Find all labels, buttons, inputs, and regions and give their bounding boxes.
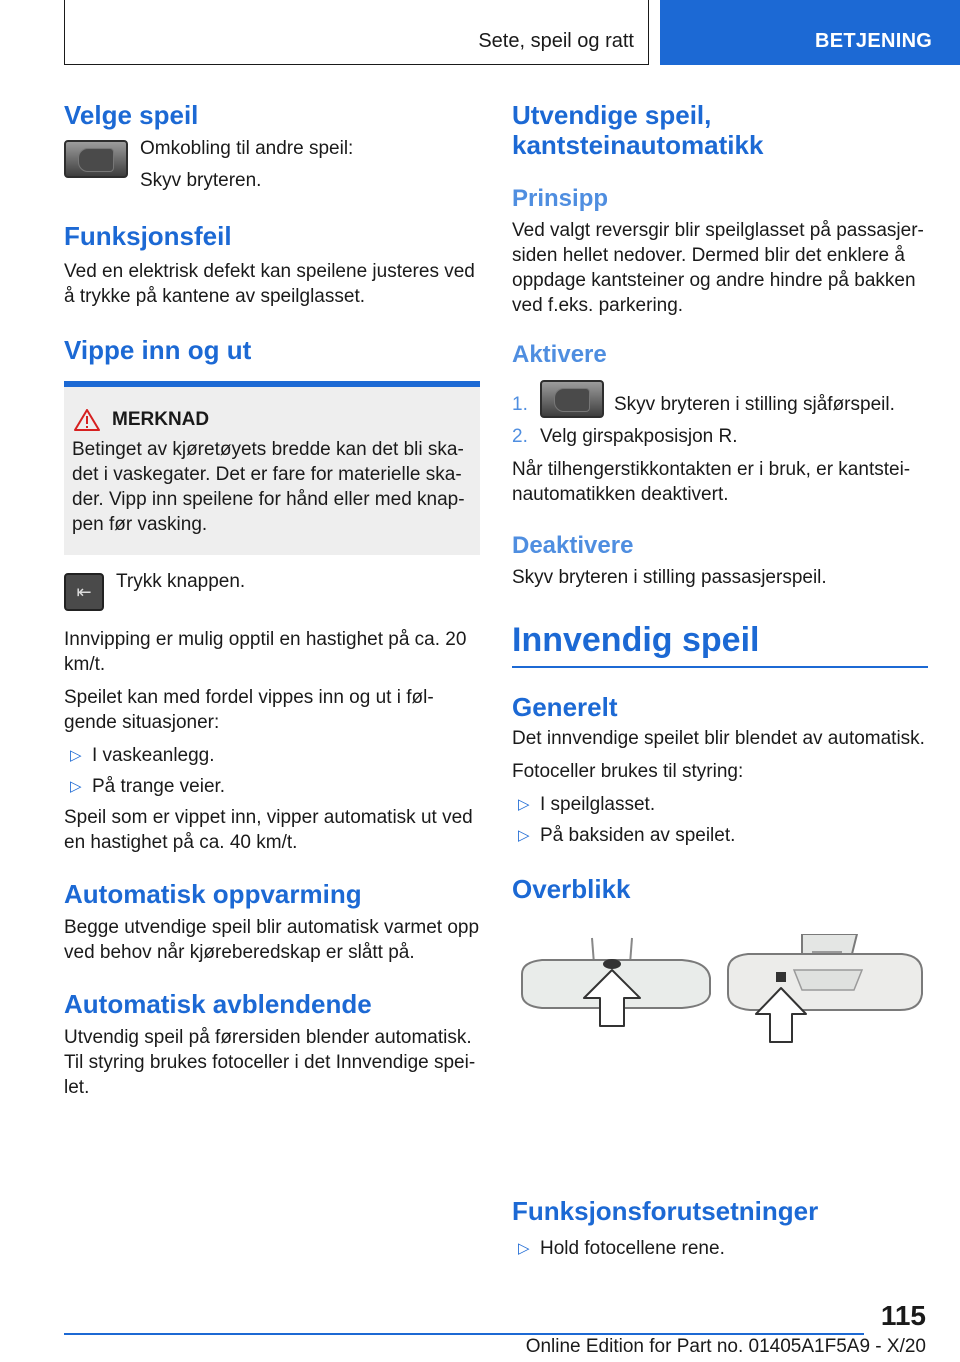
list-item	[512, 1236, 928, 1261]
triangle-bullet-icon: ▷	[518, 795, 530, 813]
mirror-switch-icon	[540, 380, 604, 418]
bullet-text: I speilglasset.	[540, 793, 656, 815]
page-number: 115	[880, 1300, 926, 1331]
right-column	[512, 100, 928, 1261]
triangle-bullet-icon: ▷	[518, 826, 530, 844]
warning-icon	[74, 409, 100, 431]
header-chapter-title: BETJENING	[815, 30, 933, 52]
naar-text: Når tilhengerstikkontakten er i bruk, er kantsteinautomatikken deaktivert.	[512, 459, 911, 505]
fold-mirror-button-icon: ⇤	[64, 573, 104, 611]
mirror-switch-icon	[64, 140, 128, 178]
list-item	[512, 823, 928, 848]
bullet-text: På baksiden av speilet.	[540, 824, 736, 846]
velge-line-1: Omkobling til andre speil:	[140, 138, 354, 159]
triangle-bullet-icon: ▷	[518, 1239, 530, 1257]
header-section-box	[64, 0, 649, 65]
funksjonsforutsetninger-heading: Funksjonsforutsetninger	[512, 1195, 819, 1226]
step-number: 2.	[512, 426, 528, 447]
header-section-title: Sete, speil og ratt	[478, 30, 634, 52]
interior-mirror-image	[512, 934, 928, 1104]
generelt-heading: Generelt	[512, 691, 618, 722]
step-text: Velg girspakposisjon R.	[540, 426, 738, 447]
note-box	[64, 381, 480, 555]
heading-rule	[512, 666, 928, 668]
bullet-text: På trange veier.	[92, 776, 226, 797]
triangle-bullet-icon: ▷	[70, 778, 82, 795]
prinsipp-text: Ved valgt reversgir blir speilglasset på passasjersiden hellet nedover. Dermed blir det enklere å oppdage kantsteiner og andre hindre på bakken ved f.eks. parkering.	[512, 220, 924, 316]
utvendige-heading: Utvendige speil, kantsteinautomatikk	[512, 100, 764, 160]
list-item	[64, 774, 480, 799]
bullet-text: Hold fotocellene rene.	[540, 1237, 725, 1259]
oppvarming-text: Begge utvendige speil blir automatisk varmet opp ved behov når kjøreberedskap er slått på.	[64, 917, 480, 963]
innvipping-text: Innvipping er mulig opptil en hastighet på ca. 20 km/t.	[64, 629, 467, 675]
avblendende-text: Utvendig speil på førersiden blender automatisk. Til styring brukes fotoceller i det Innvendige speilet.	[64, 1027, 476, 1098]
generelt-text: Det innvendige speilet blir blendet av automatisk.	[512, 727, 925, 749]
funksjonsfeil-text: Ved en elektrisk defekt kan speilene justeres ved å trykke på kantene av speilglasset.	[64, 261, 475, 307]
funksjonsfeil-heading: Funksjonsfeil	[64, 221, 232, 251]
mirror-illustration	[512, 934, 928, 1104]
prinsipp-heading: Prinsipp	[512, 185, 609, 212]
footer-rule	[64, 1333, 864, 1335]
list-item	[512, 424, 928, 449]
bullet-text: I vaskeanlegg.	[92, 745, 215, 766]
vippe-heading: Vippe inn og ut	[64, 335, 252, 365]
list-item	[512, 380, 928, 418]
fotoceller-text: Fotoceller brukes til styring:	[512, 760, 744, 782]
note-text: Betinget av kjøretøyets bredde kan det bli skadet i vaskegater. Det er fare for materielle skader. Vipp inn speilene for hånd eller med knappen før vasking.	[72, 439, 465, 535]
speilet-kan-text: Speilet kan med fordel vippes inn og ut i følgende situasjoner:	[64, 687, 434, 733]
speil-som-text: Speil som er vippet inn, vipper automatisk ut ved en hastighet på ca. 40 km/t.	[64, 807, 473, 853]
footer-edition: Online Edition for Part no. 01405A1F5A9 - X/20	[525, 1336, 926, 1357]
velge-line-2: Skyv bryteren.	[140, 170, 262, 191]
step-number: 1.	[512, 394, 528, 415]
overblikk-heading: Overblikk	[512, 873, 631, 904]
deaktivere-text: Skyv bryteren i stilling passasjerspeil.	[512, 567, 827, 588]
note-label: MERKNAD	[112, 409, 210, 430]
velge-speil-heading: Velge speil	[64, 100, 199, 130]
step-text: Skyv bryteren i stilling sjåførspeil.	[614, 394, 895, 415]
triangle-bullet-icon: ▷	[70, 747, 82, 764]
oppvarming-heading: Automatisk oppvarming	[64, 879, 362, 909]
trykk-text: Trykk knappen.	[116, 571, 246, 592]
left-column	[64, 100, 480, 1100]
list-item	[64, 743, 480, 768]
list-item	[512, 792, 928, 817]
deaktivere-heading: Deaktivere	[512, 532, 634, 559]
avblendende-heading: Automatisk avblendende	[64, 989, 372, 1019]
aktivere-heading: Aktivere	[512, 341, 607, 368]
innvendig-heading: Innvendig speil	[512, 621, 760, 659]
header-chapter-tab[interactable]	[660, 0, 960, 65]
